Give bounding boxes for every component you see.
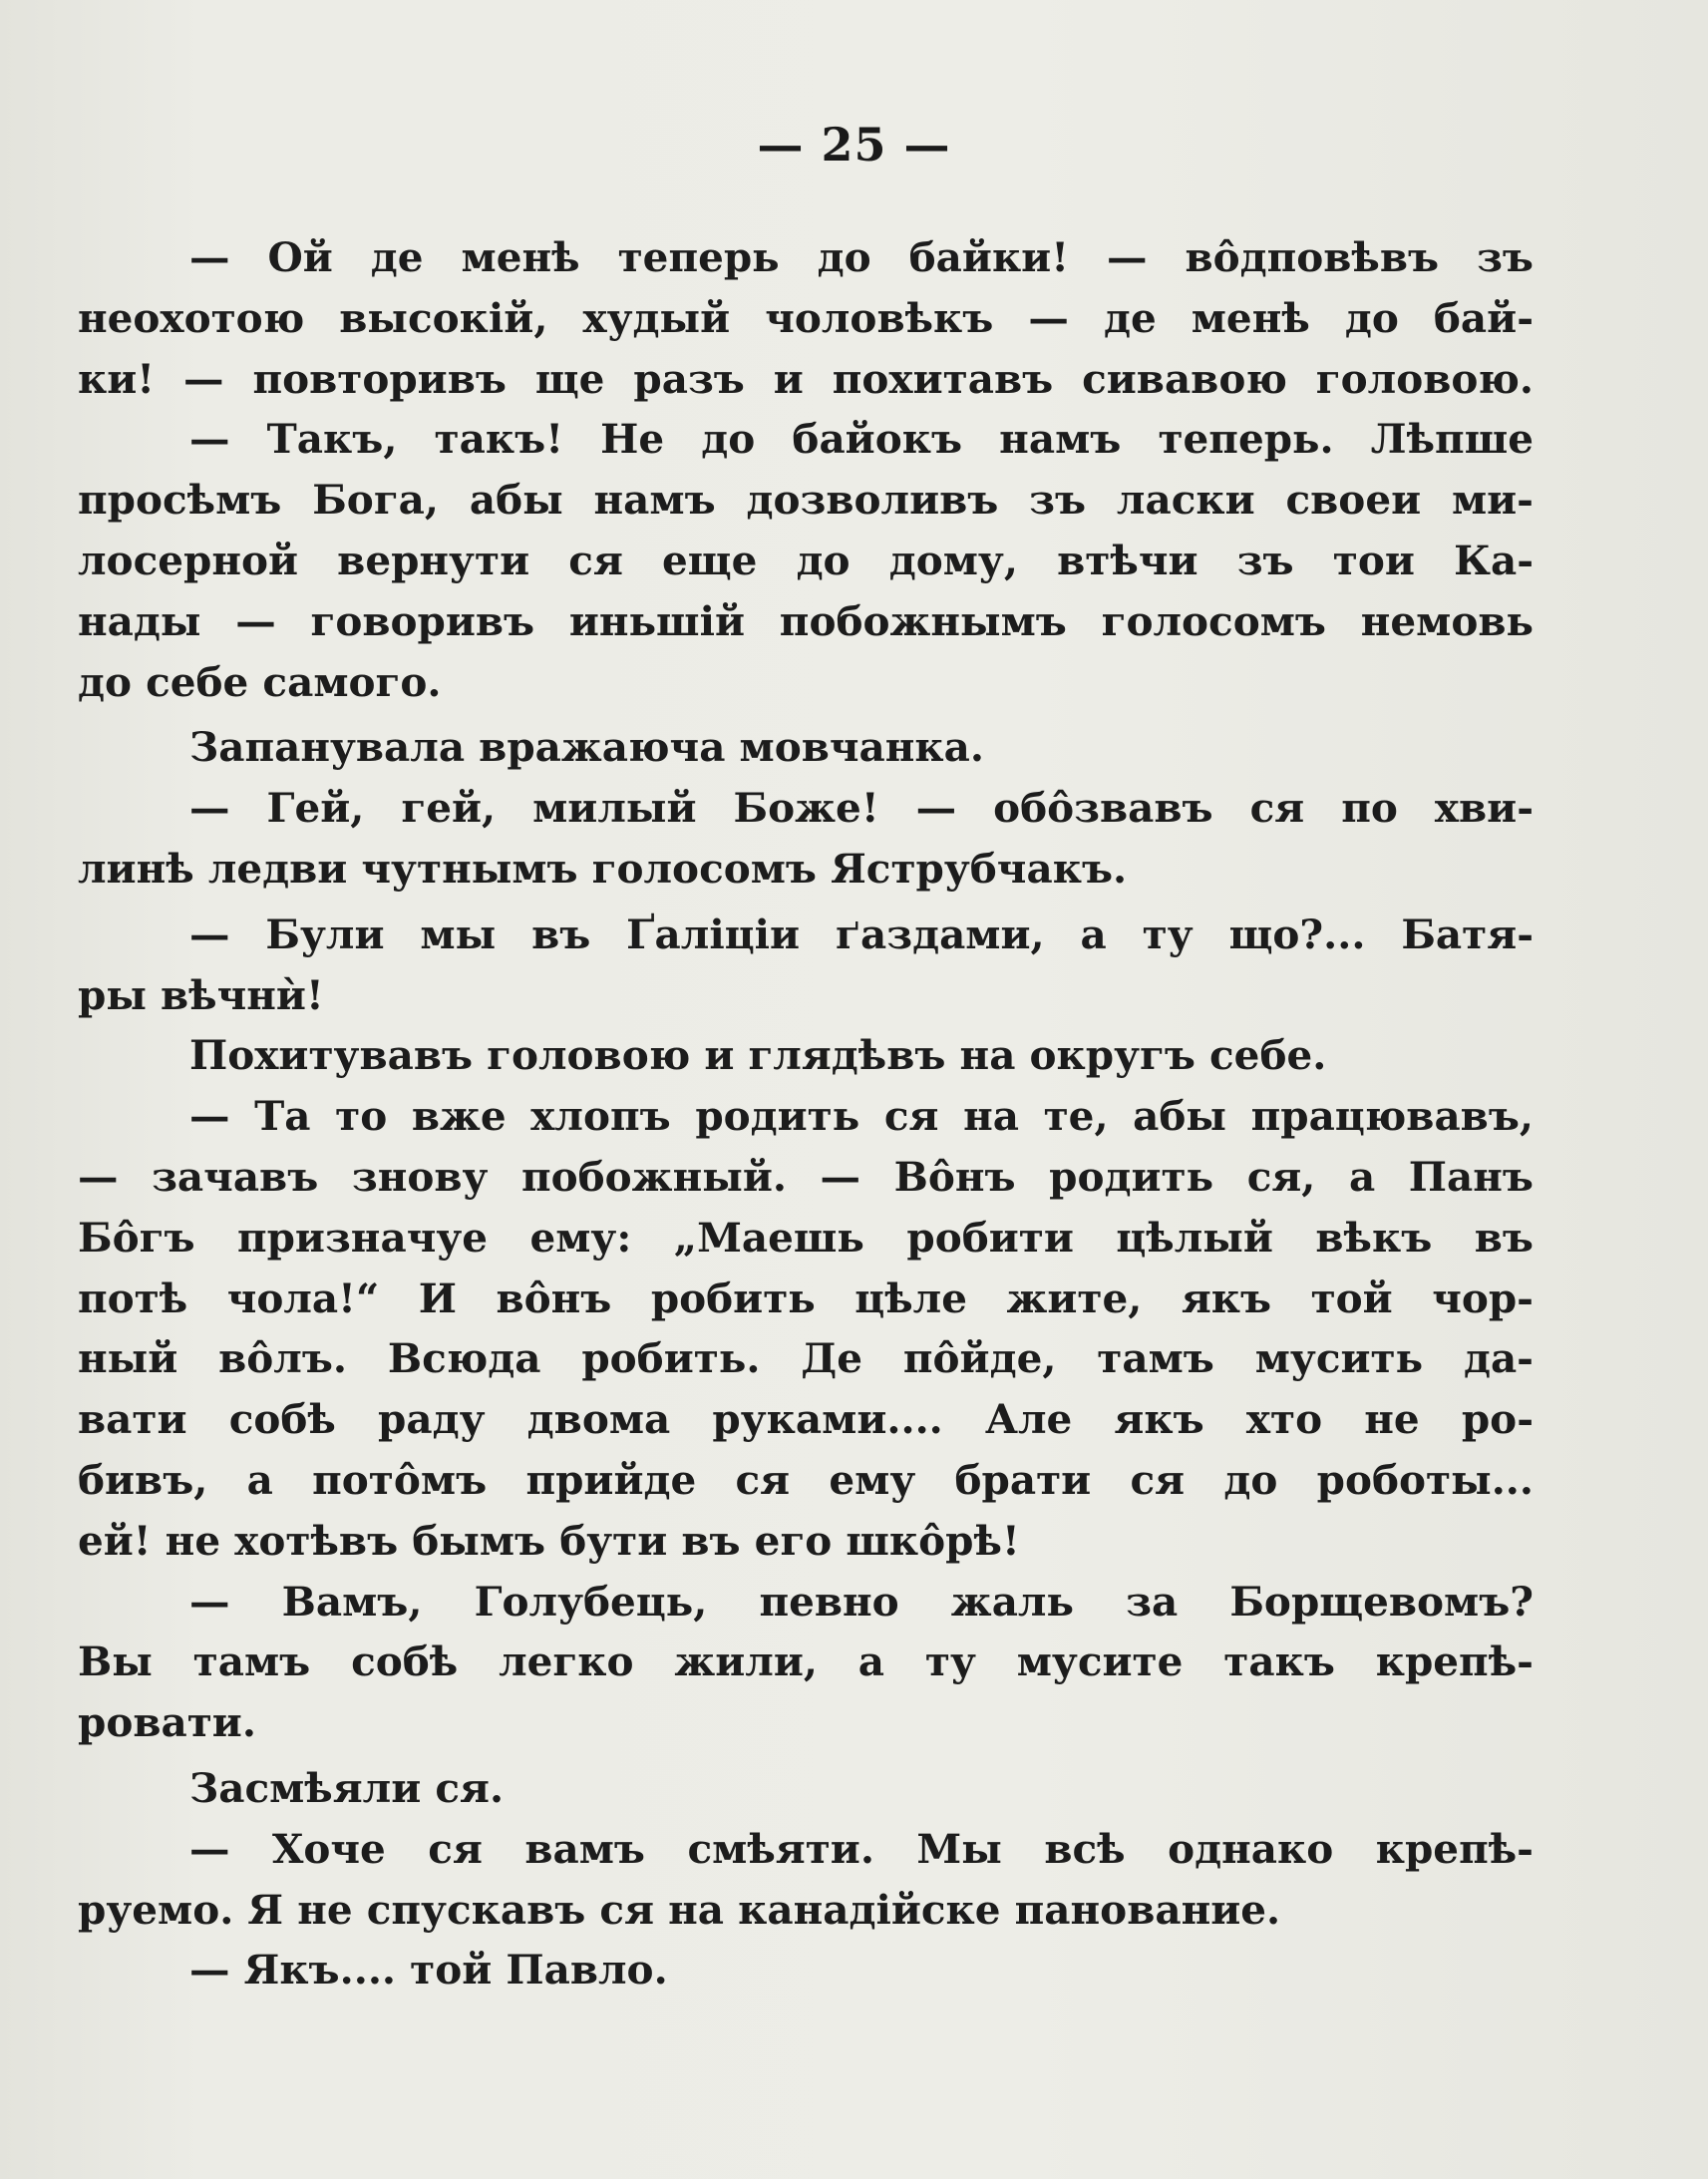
text-line: — Вамъ, Голубець, певно жаль за Борщевомъ? xyxy=(189,1577,1534,1626)
text-line: Бôгъ призначуе ему: „Маешь робити цѣлый вѣкъ въ xyxy=(78,1213,1534,1262)
page-number: — 25 — xyxy=(757,118,951,172)
text-line: ный вôлъ. Всюда робить. Де пôйде, тамъ мусить да- xyxy=(78,1334,1534,1383)
text-line: ры вѣчнѝ! xyxy=(78,970,324,1019)
text-line: — Ой де менѣ теперь до байки! — вôдповѣвъ зъ xyxy=(189,233,1534,281)
body-text xyxy=(78,227,1534,2000)
text-line: ей! не хотѣвъ бымъ бути въ его шкôрѣ! xyxy=(78,1516,1020,1565)
text-line: до себе самого. xyxy=(78,657,442,706)
text-line: бивъ, а потôмъ прийде ся ему брати ся до роботы... xyxy=(78,1455,1534,1504)
text-line: неохотою высокій, худый чоловѣкъ — де менѣ до бай- xyxy=(78,293,1534,342)
text-line: — Такъ, такъ! Не до байокъ намъ теперь. Лѣпше xyxy=(189,415,1534,464)
text-line: Засмѣяли ся. xyxy=(189,1763,505,1812)
text-line: — зачавъ знову побожный. — Вôнъ родить ся, а Панъ xyxy=(78,1152,1534,1201)
text-line: линѣ ледви чутнымъ голосомъ Яструбчакъ. xyxy=(78,844,1128,893)
text-line: — Гей, гей, милый Боже! — обôзвавъ ся по хви- xyxy=(189,784,1534,833)
text-line: Похитувавъ головою и глядѣвъ на округъ себе. xyxy=(189,1031,1327,1080)
text-line: вати собѣ раду двома руками.... Але якъ хто не ро- xyxy=(78,1395,1534,1444)
text-line: нады — говоривъ иньшій побожнымъ голосомъ немовь xyxy=(78,596,1534,645)
text-line: потѣ чола!“ И вôнъ робить цѣле жите, якъ той чор- xyxy=(78,1273,1534,1322)
text-line: руемо. Я не спускавъ ся на канадійске панование. xyxy=(78,1885,1281,1934)
text-line: Запанувала вражаюча мовчанка. xyxy=(189,723,984,772)
text-line: просѣмъ Бога, абы намъ дозволивъ зъ ласки своеи ми- xyxy=(78,476,1534,525)
text-line: — Хоче ся вамъ смѣяти. Мы всѣ однако крепѣ- xyxy=(189,1824,1534,1873)
text-line: ки! — повторивъ ще разъ и похитавъ сивавою головою. xyxy=(78,354,1534,403)
text-line: ровати. xyxy=(78,1698,256,1747)
text-line: — Та то вже хлопъ родить ся на те, абы працювавъ, xyxy=(189,1092,1534,1141)
text-line: — Були мы въ Ґаліціи ґаздами, а ту що?... Батя- xyxy=(189,909,1534,958)
text-line: лосерной вернути ся еще до дому, втѣчи зъ тои Ка- xyxy=(78,536,1534,584)
text-line: Вы тамъ собѣ легко жили, а ту мусите такъ крепѣ- xyxy=(78,1637,1534,1686)
text-line: — Якъ.... той Павло. xyxy=(189,1946,668,1995)
